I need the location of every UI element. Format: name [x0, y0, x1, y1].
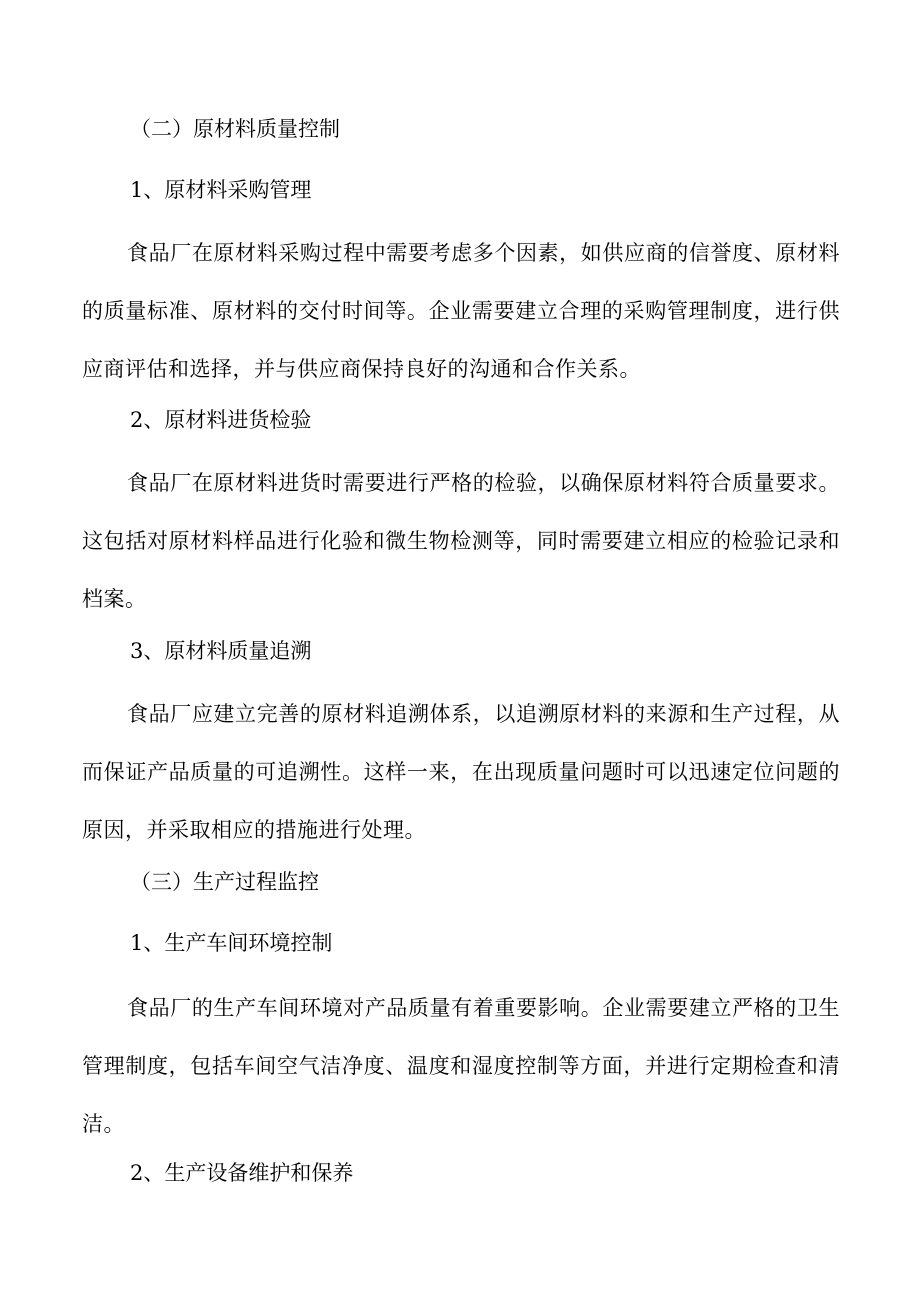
paragraph-procurement-management: 食品厂在原材料采购过程中需要考虑多个因素，如供应商的信誉度、原材料的质量标准、原材料的交付时间等。企业需要建立合理的采购管理制度，进行供应商评估和选择，并与供应商保持良好的沟通和合作关系。	[82, 241, 840, 381]
paragraph-workshop-environment: 食品厂的生产车间环境对产品质量有着重要影响。企业需要建立严格的卫生管理制度，包括车间空气洁净度、温度和湿度控制等方面，并进行定期检查和清洁。	[82, 996, 840, 1136]
subsection-heading-incoming-inspection: 2、原材料进货检验	[130, 408, 312, 432]
paragraph-quality-traceability: 食品厂应建立完善的原材料追溯体系，以追溯原材料的来源和生产过程，从而保证产品质量的可追溯性。这样一来，在出现质量问题时可以迅速定位问题的原因，并采取相应的措施进行处理。	[82, 702, 840, 842]
subsection-heading-quality-traceability: 3、原材料质量追溯	[130, 639, 312, 663]
section-heading-raw-material-quality-control: （二）原材料质量控制	[130, 117, 340, 141]
subsection-heading-equipment-maintenance: 2、生产设备维护和保养	[130, 1161, 354, 1185]
subsection-heading-workshop-environment: 1、生产车间环境控制	[130, 931, 333, 955]
subsection-heading-procurement-management: 1、原材料采购管理	[130, 178, 312, 202]
section-heading-production-process-monitoring: （三）生产过程监控	[130, 870, 319, 894]
paragraph-incoming-inspection: 食品厂在原材料进货时需要进行严格的检验，以确保原材料符合质量要求。这包括对原材料样品进行化验和微生物检测等，同时需要建立相应的检验记录和档案。	[82, 471, 840, 611]
